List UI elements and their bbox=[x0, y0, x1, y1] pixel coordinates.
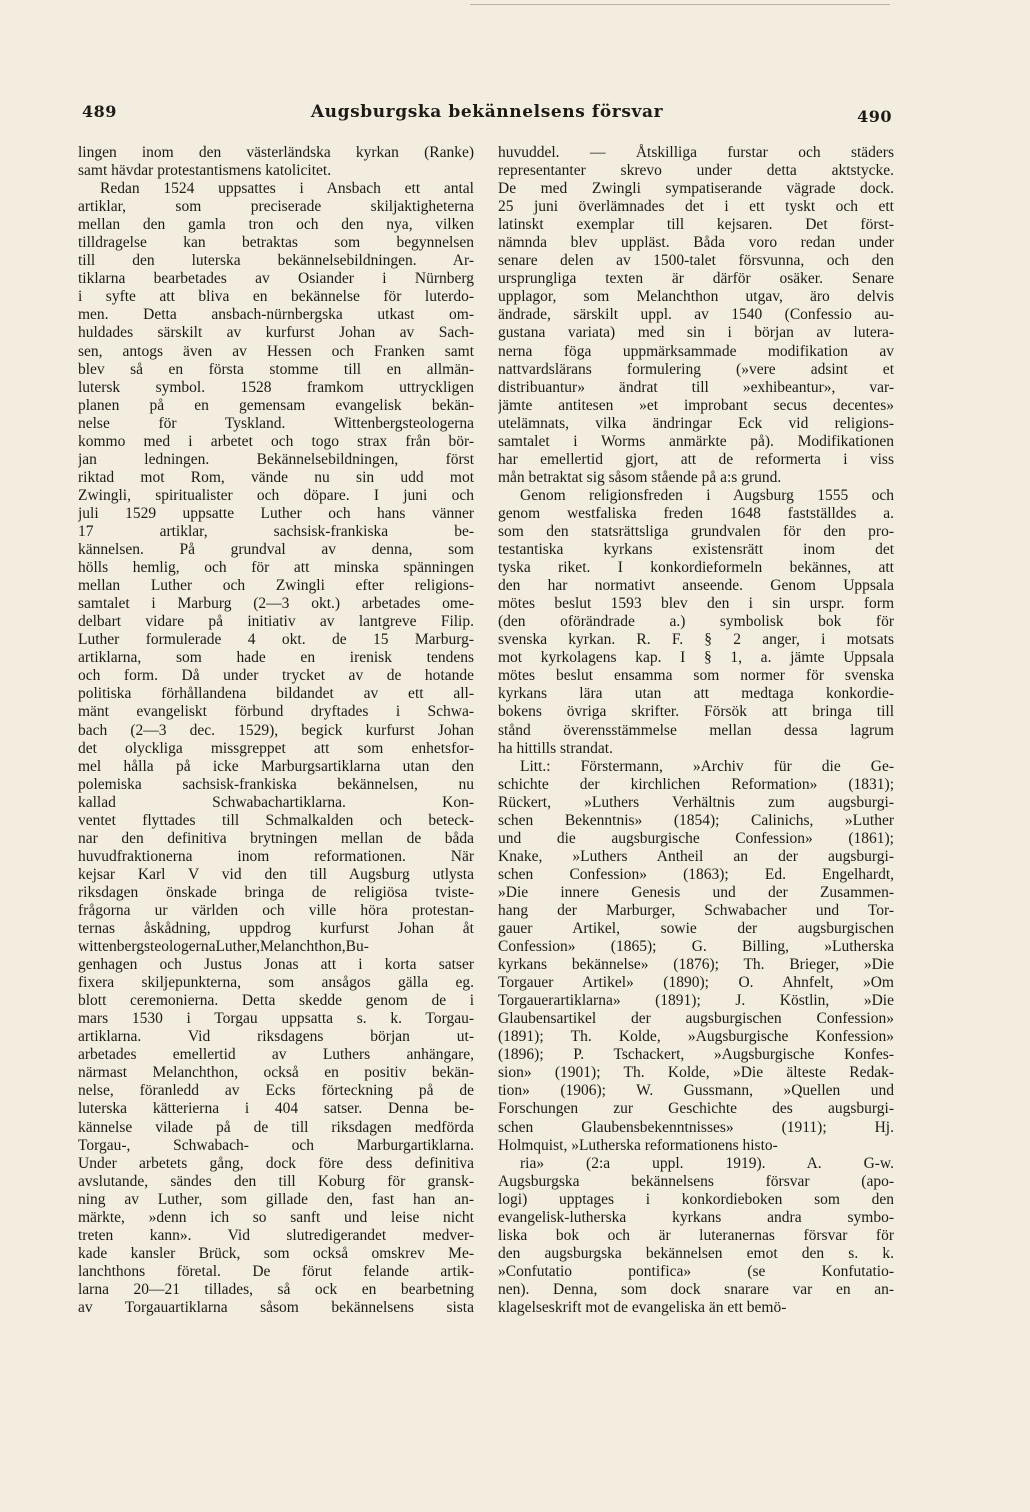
right-column-line: Glaubensartikel der augsburgischen Confession» bbox=[498, 1010, 894, 1028]
left-column-line: wittenbergsteologernaLuther,Melanchthon,Bu- bbox=[78, 938, 369, 956]
left-column-line: fixera skiljepunkterna, som ansågos gälla eg. bbox=[78, 974, 474, 992]
left-column-line: det olyckliga missgreppet att som enhetsfor- bbox=[78, 739, 474, 757]
right-column-line: 25 juni överlämnades det i ett tyskt och ett bbox=[498, 198, 894, 216]
left-column-line: och form. Då under trycket av de hotande bbox=[78, 667, 474, 685]
left-column-line: sen, antogs även av Hessen och Franken samt bbox=[78, 342, 474, 360]
left-column-line: nelse, föranledd av Ecks förteckning på de bbox=[78, 1082, 474, 1100]
right-column-line: latinskt exemplar till kejsaren. Det först- bbox=[498, 216, 894, 234]
left-column-line: huldades särskilt av kurfurst Johan av Sach- bbox=[78, 324, 474, 342]
right-column-line: De med Zwingli sympatiserande vägrade dock. bbox=[498, 180, 894, 198]
left-column-line: Luther formulerade 4 okt. de 15 Marburg- bbox=[78, 631, 474, 649]
right-column-line: svenska kyrkan. R. F. § 2 anger, i motsats bbox=[498, 631, 894, 649]
right-column-line: nattvardslärans formulering (»vere adsint et bbox=[498, 360, 894, 378]
left-column-line: samt hävdar protestantismens katolicitet. bbox=[78, 162, 332, 180]
left-column-line: mellan Luther och Zwingli efter religions- bbox=[78, 577, 474, 595]
right-column-line: Genom religionsfreden i Augsburg 1555 och bbox=[520, 486, 894, 504]
left-column-line: avslutande, sändes den till Koburg för gransk- bbox=[78, 1172, 474, 1190]
left-column-line: artiklarna. Vid riksdagens början ut- bbox=[78, 1028, 474, 1046]
page-number-left: 489 bbox=[82, 102, 117, 121]
right-column-line: mot kyrkolagens kap. I § 1, a. jämte Uppsala bbox=[498, 649, 894, 667]
left-column-line: ternas åskådning, uppdrog kurfurst Johan åt bbox=[78, 920, 474, 938]
right-column-line: Augsburgska bekännelsens försvar (apo- bbox=[498, 1172, 894, 1190]
right-column-line: Litt.: Förstermann, »Archiv für die Ge- bbox=[520, 757, 894, 775]
left-column-line: kallad Schwabachartiklarna. Kon- bbox=[78, 793, 474, 811]
left-column-line: mars 1530 i Torgau uppsatta s. k. Torgau- bbox=[78, 1010, 474, 1028]
left-column-line: Under arbetets gång, dock före dess definitiva bbox=[78, 1154, 474, 1172]
left-column-line: riktad mot Rom, vände nu sin udd mot bbox=[78, 468, 474, 486]
right-column-line: ändrade, särskilt uppl. av 1540 (Confessio au- bbox=[498, 306, 894, 324]
left-column-line: tilldragelse kan betraktas som begynnelsen bbox=[78, 234, 474, 252]
left-column-line: artiklar, som preciserade skiljaktigheterna bbox=[78, 198, 474, 216]
right-column-line: gustana variata) med sin i början av lutera- bbox=[498, 324, 894, 342]
left-column-line: blev så en första stomme till en allmän- bbox=[78, 360, 474, 378]
left-column-line: märkte, »denn ich so sanft und leise nicht bbox=[78, 1208, 474, 1226]
left-column-line: kännelsen. På grundval av denna, som bbox=[78, 541, 474, 559]
left-column-line: kommo med i arbetet och togo strax från bör- bbox=[78, 432, 474, 450]
right-column-line: Rückert, »Luthers Verhältnis zum augsburgi- bbox=[498, 793, 894, 811]
left-column-line: juli 1529 uppsatte Luther och hans vänner bbox=[78, 504, 474, 522]
top-rule bbox=[470, 4, 890, 5]
right-column-line: hang der Marburger, Schwabacher und Tor- bbox=[498, 901, 894, 919]
left-column-line: artiklarna, som hade en irenisk tendens bbox=[78, 649, 474, 667]
left-column-line: lingen inom den västerländska kyrkan (Ranke) bbox=[78, 144, 474, 161]
right-column-line: upplagor, som Melanchthon utgav, äro delvis bbox=[498, 288, 894, 306]
right-column-line: tyska riket. I konkordieformeln bekännes, att bbox=[498, 559, 894, 577]
right-column-line: klagelseskrift mot de evangeliska än ett bemö- bbox=[498, 1299, 787, 1316]
page-header bbox=[82, 102, 892, 130]
right-column-line: distribuantur» ändrat till »exhibeantur», var- bbox=[498, 378, 894, 396]
right-column-line: nämnda blev uppläst. Båda voro redan under bbox=[498, 234, 894, 252]
right-column-line: (1896); P. Tschackert, »Augsburgische Konfes- bbox=[498, 1046, 894, 1064]
left-column-line: nelse för Tyskland. Wittenbergsteologerna bbox=[78, 414, 474, 432]
left-column-line: 17 artiklar, sachsisk-frankiska be- bbox=[78, 522, 474, 540]
right-column-line: jämte antitesen »et improbant secus decentes» bbox=[498, 396, 894, 414]
right-column-line: samtalet i Worms anmärkte på). Modifikationen bbox=[498, 432, 894, 450]
right-column-line: (1891); Th. Kolde, »Augsburgische Konfession» bbox=[498, 1028, 894, 1046]
right-column-line: und die augsburgische Confession» (1861); bbox=[498, 829, 894, 847]
right-column-line: liska bok och är luteranernas försvar för bbox=[498, 1226, 894, 1244]
right-column-line: schen Glaubensbekenntnisses» (1911); Hj. bbox=[498, 1118, 894, 1136]
right-column-line: schen Bekenntnis» (1854); Calinichs, »Luther bbox=[498, 811, 894, 829]
right-column-line: Torgauer Artikel» (1890); O. Ahnfelt, »Om bbox=[498, 974, 894, 992]
left-column-line: larna 20—21 tillades, så ock en bearbetning bbox=[78, 1280, 474, 1298]
right-column-line: Confession» (1865); G. Billing, »Lutherska bbox=[498, 938, 894, 956]
right-column-line: ha hittills strandat. bbox=[498, 739, 613, 757]
left-column-line: jan ledningen. Bekännelsebildningen, först bbox=[78, 450, 474, 468]
left-column-line: kejsar Karl V vid den till Augsburg utlysta bbox=[78, 865, 474, 883]
left-column bbox=[78, 144, 474, 1317]
page-number-right: 490 bbox=[857, 107, 892, 126]
left-column-line: politiska förhållandena bildandet av ett all- bbox=[78, 685, 474, 703]
right-column-line: den har normativt anseende. Genom Uppsala bbox=[498, 577, 894, 595]
right-column-line: evangelisk-lutherska kyrkans andra symbo- bbox=[498, 1208, 894, 1226]
right-column-line: mån betraktat sig såsom stående på a:s grund. bbox=[498, 468, 782, 486]
right-column-line: bokens övriga skrifter. Försök att bringa till bbox=[498, 703, 894, 721]
left-column-line: Torgau-, Schwabach- och Marburgartiklarna. bbox=[78, 1136, 474, 1154]
left-column-line: kade kansler Brück, som också omskrev Me- bbox=[78, 1244, 474, 1262]
left-column-line: frågorna ur världen och ville höra protestan- bbox=[78, 901, 474, 919]
right-column-line: Knake, »Luthers Antheil an der augsburgi- bbox=[498, 847, 894, 865]
left-column-line: polemiska sachsisk-frankiska bekännelsen, nu bbox=[78, 775, 474, 793]
right-column-line: »Die innere Genesis und der Zusammen- bbox=[498, 883, 894, 901]
left-column-line: blott ceremonierna. Detta skedde genom de i bbox=[78, 992, 474, 1010]
right-column-line: utelämnats, vilka ändringar Eck vid religions- bbox=[498, 414, 894, 432]
right-column bbox=[498, 144, 894, 1317]
left-column-line: till den luterska bekännelsebildningen. Ar- bbox=[78, 252, 474, 270]
right-column-line: Forschungen zur Geschichte des augsburgi- bbox=[498, 1100, 894, 1118]
left-column-line: hölls hemlig, och för att minska spänningen bbox=[78, 559, 474, 577]
right-column-line: ursprungliga texten är därför osäker. Senare bbox=[498, 270, 894, 288]
right-column-line: testantiska kyrkans existensrätt inom det bbox=[498, 541, 894, 559]
right-column-line: representanter skrevo under detta aktstycke. bbox=[498, 162, 894, 180]
left-column-line: men. Detta ansbach-nürnbergska utkast om- bbox=[78, 306, 474, 324]
left-column-line: samtalet i Marburg (2—3 okt.) arbetades ome- bbox=[78, 595, 474, 613]
right-column-line: kyrkans lära utan att medtaga konkordie- bbox=[498, 685, 894, 703]
left-column-line: lutersk symbol. 1528 framkom uttryckligen bbox=[78, 378, 474, 396]
right-column-line: Torgauerartiklarna» (1891); J. Köstlin, »Die bbox=[498, 992, 894, 1010]
right-column-line: som den statsrättsliga grundvalen för den pro- bbox=[498, 522, 894, 540]
right-column-line: schen Confession» (1863); Ed. Engelhardt, bbox=[498, 865, 894, 883]
running-title: Augsburgska bekännelsens försvar bbox=[310, 102, 664, 122]
right-column-line: schichte der kirchlichen Reformation» (1831); bbox=[498, 775, 894, 793]
left-column-line: i syfte att bliva en bekännelse för luterdo- bbox=[78, 288, 474, 306]
left-column-line: planen på en gemensam evangelisk bekän- bbox=[78, 396, 474, 414]
right-column-line: nen). Denna, som dock snarare var en an- bbox=[498, 1280, 894, 1298]
right-column-line: stånd överensstämmelse mellan dessa lagrum bbox=[498, 721, 894, 739]
right-column-line: den augsburgska bekännelsen emot den s. k. bbox=[498, 1244, 894, 1262]
right-column-line: genom westfaliska freden 1648 fastställdes a. bbox=[498, 504, 894, 522]
left-column-line: arbetades emellertid av Luthers anhängare, bbox=[78, 1046, 474, 1064]
right-column-line: tion» (1906); W. Gussmann, »Quellen und bbox=[498, 1082, 894, 1100]
right-column-line: mötes beslut 1593 blev den i sin urspr. form bbox=[498, 595, 894, 613]
left-column-line: treten kann». Vid slutredigerandet medver- bbox=[78, 1226, 474, 1244]
right-column-line: sion» (1901); Th. Kolde, »Die älteste Redak- bbox=[498, 1064, 894, 1082]
left-column-line: bach (2—3 dec. 1529), begick kurfurst Johan bbox=[78, 721, 474, 739]
right-column-line: ria» (2:a uppl. 1919). A. G-w. bbox=[520, 1154, 894, 1172]
right-column-line: huvuddel. — Åtskilliga furstar och städers bbox=[498, 144, 894, 161]
left-column-line: mel hålla på icke Marburgsartiklarna utan den bbox=[78, 757, 474, 775]
right-column-line: har emellertid gjort, att de reformerta i viss bbox=[498, 450, 894, 468]
left-column-line: tiklarna bearbetades av Osiander i Nürnberg bbox=[78, 270, 474, 288]
left-column-line: ning av Luther, som gillade den, fast han an- bbox=[78, 1190, 474, 1208]
right-column-line: »Confutatio pontifica» (se Konfutatio- bbox=[498, 1262, 894, 1280]
left-column-line: nar den definitiva brytningen mellan de båda bbox=[78, 829, 474, 847]
left-column-line: kännelse vilade på de till riksdagen medförda bbox=[78, 1118, 474, 1136]
left-column-line: genhagen och Justus Jonas att i korta satser bbox=[78, 956, 474, 974]
right-column-line: kyrkans bekännelse» (1876); Th. Brieger, »Die bbox=[498, 956, 894, 974]
left-column-line: delbart vidare på initiativ av lantgreve Filip. bbox=[78, 613, 474, 631]
left-column-line: lanchthons företal. De förut felande artik- bbox=[78, 1262, 474, 1280]
left-column-line: mänt evangeliskt förbund dryftades i Schwa- bbox=[78, 703, 474, 721]
left-column-line: luterska kätterierna i 404 satser. Denna be- bbox=[78, 1100, 474, 1118]
right-column-line: nerna föga uppmärksammade modifikation av bbox=[498, 342, 894, 360]
left-column-line: riksdagen önskade bringa de religiösa tviste- bbox=[78, 883, 474, 901]
left-column-line: av Torgauartiklarna såsom bekännelsens sista bbox=[78, 1299, 474, 1316]
right-column-line: logi) upptages i konkordieboken som den bbox=[498, 1190, 894, 1208]
left-column-line: närmast Melanchthon, också en positiv bekän- bbox=[78, 1064, 474, 1082]
left-column-line: huvudfraktionerna inom reformationen. När bbox=[78, 847, 474, 865]
right-column-line: Holmquist, »Lutherska reformationens histo- bbox=[498, 1136, 778, 1154]
left-column-line: mellan den gamla tron och den nya, vilken bbox=[78, 216, 474, 234]
left-column-line: Redan 1524 uppsattes i Ansbach ett antal bbox=[100, 180, 474, 198]
left-column-line: Zwingli, spiritualister och döpare. I juni och bbox=[78, 486, 474, 504]
right-column-line: mötes beslut ensamma som normer för svenska bbox=[498, 667, 894, 685]
right-column-line: senare delen av 1500-talet försvunna, och den bbox=[498, 252, 894, 270]
left-column-line: ventet flyttades till Schmalkalden och beteck- bbox=[78, 811, 474, 829]
right-column-line: gauer Artikel, sowie der augsburgischen bbox=[498, 920, 894, 938]
right-column-line: (den oförändrade a.) symbolisk bok för bbox=[498, 613, 894, 631]
